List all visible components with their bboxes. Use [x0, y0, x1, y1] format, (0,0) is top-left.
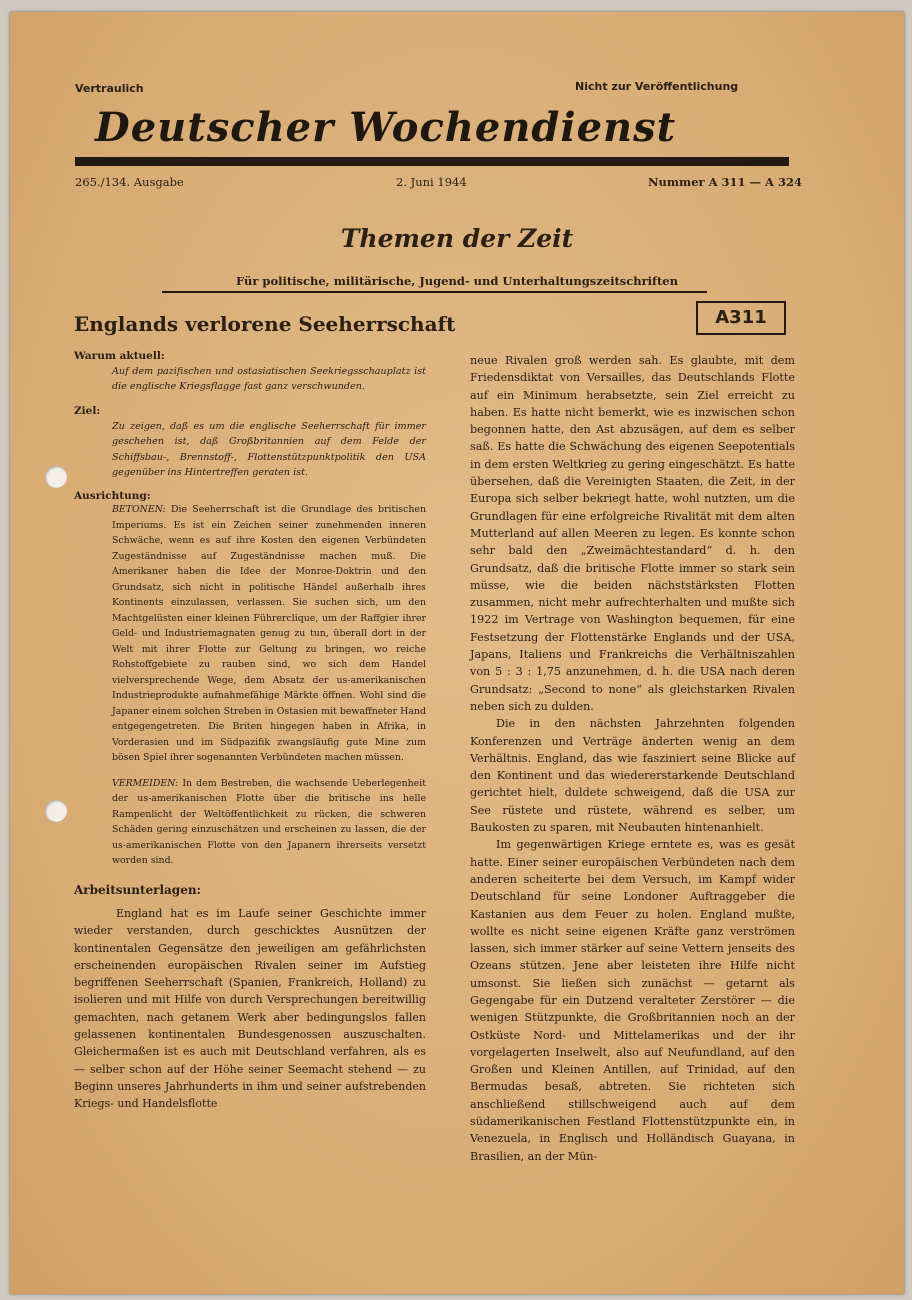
- issue-label: 265./134. Ausgabe: [75, 175, 184, 189]
- section-title: Themen der Zeit: [340, 224, 574, 253]
- right-paragraph-2: Die in den nächsten Jahrzehnten folgenden Konferenzen und Verträge änderten wenig an dem Verhältnis. England, das wie fasziniert seine Blicke auf den Kontinent und das wiedererstarkende Deutschland gerichtet hielt, duldete schweigend, daß die USA zur See rüstete und rüstete, während es selber, um Baukosten zu sparen, mit Neubauten hintenanhielt.: [470, 717, 795, 835]
- number-label: Nummer A 311 — A 324: [648, 175, 802, 189]
- confidential-label: Vertraulich: [75, 82, 144, 95]
- arbeit-heading: Arbeitsunterlagen:: [74, 882, 201, 897]
- punch-hole: [45, 800, 67, 822]
- right-paragraph-1: neue Rivalen groß werden sah. Es glaubte, mit dem Friedensdiktat von Versailles, das Deutschlands Flotte auf ein Minimum herabsetzte, sein Ziel erreicht zu haben. Es hatte nicht bemerkt, wie es inzwischen schon begonnen hatte, den Ast abzusägen, auf dem es selber saß. Es hatte die Schwächung des eigenen Seepotentials in dem ersten Weltkrieg zu gering eingeschätzt. Es hatte übersehen, daß die Vereinigten Staaten, die Zeit, in der Europa sich selber bekriegt hatte, wohl nutzten, um die Grundlagen für eine erfolgreiche Rivalität mit dem alten Mutterland auf allen Meeren zu legen. Es konnte schon sehr bald den „Zweimächtestandard“ d. h. den Grundsatz, daß die britische Flotte immer so stark sein müsse, wie die beiden nächststärksten Flotten zusammen, nicht mehr aufrechterhalten und mußte sich 1922 im Vertrage von Washington bequemen, für eine Festsetzung der Flottenstärke Englands und der USA, Japans, Italiens und Frankreichs die Verhältniszahlen von 5 : 3 : 1,75 anzunehmen, d. h. die USA nach deren Grundsatz: „Second to none“ als gleichstarken Rivalen neben sich zu dulden.: [470, 354, 795, 713]
- ausrichtung-heading: Ausrichtung:: [74, 490, 151, 503]
- punch-hole: [45, 466, 67, 488]
- masthead-rule: [75, 157, 789, 166]
- vermeiden-lead: VERMEIDEN:: [112, 777, 179, 789]
- arbeit-text: England hat es im Laufe seiner Geschichte immer wieder verstanden, durch geschicktes Ausnützen der kontinentalen Gegensätze den jeweiligen am gefährlichsten erscheinenden europäischen Rivalen seiner im Aufstieg begriffenen Seeherrschaft (Spanien, Frankreich, Holland) zu isolieren und mit Hilfe von durch Versprechungen bereitwillig gemachten, nach getanem Werk aber bedingungslos fallen gelassenen kontinentalen Bundesgenossen auszuschalten. Gleichermaßen ist es auch mit Deutschland verfahren, als es — selber schon auf der Höhe seiner Seemacht stehend — zu Beginn unseres Jahrhunderts in ihm und seiner aufstrebenden Kriegs- und Handelsflotte: [74, 906, 426, 1111]
- document-page: [10, 12, 904, 1294]
- section-subtitle: Für politische, militärische, Jugend- und Unterhaltungszeitschriften: [236, 274, 678, 288]
- betonen-lead: BETONEN:: [112, 504, 166, 516]
- article-title: Englands verlorene Seeherrschaft: [74, 312, 456, 336]
- not-for-publication-label: Nicht zur Veröffentlichung: [575, 80, 739, 93]
- left-column: [74, 350, 426, 1113]
- date-label: 2. Juni 1944: [396, 175, 467, 189]
- article-code: A311: [696, 301, 786, 335]
- vermeiden-text: In dem Bestreben, die wachsende Ueberlegenheit der us-amerikanischen Flotte über die britische ins helle Rampenlicht der Weltöffentlichkeit zu rücken, die schweren Schäden gering einzuschätzen und erscheinen zu lassen, die der us-amerikanischen Flotte von den Japanern ihrerseits versetzt worden sind.: [112, 777, 426, 867]
- ziel-text: Zu zeigen, daß es um die englische Seeherrschaft für immer geschehen ist, daß Großbritannien auf dem Felde der Schiffsbau-, Brennstoff-, Flottenstützpunktpolitik den USA gegenüber ins Hintertreffen geraten ist.: [112, 420, 426, 479]
- warum-text: Auf dem pazifischen und ostasiatischen Seekriegsschauplatz ist die englische Kriegsflagge fast ganz verschwunden.: [112, 366, 426, 393]
- warum-heading: Warum aktuell:: [74, 350, 165, 362]
- right-paragraph-3: Im gegenwärtigen Kriege erntete es, was es gesät hatte. Einer seiner europäischen Verbündeten nach dem anderen scheiterte bei dem Versuch, im Kampf wider Deutschland für seine Londoner Auftraggeber die Kastanien aus dem Feuer zu holen. England mußte, wollte es nicht seine eigenen Kräfte ganz verströmen lassen, sich immer stärker auf seine Vettern jenseits des Ozeans stützen. Jene aber leisteten ihre Hilfe nicht umsonst. Sie ließen sich zunächst — getarnt als Gegengabe für ein Dutzend veralteter Zerstörer — die wenigen Stützpunkte, die Großbritannien noch an der Ostküste Nord- und Mittelamerikas und der ihr vorgelagerten Inselwelt, also auf Neufundland, auf den Großen und Kleinen Antillen, auf Trinidad, auf den Bermudas besaß, abtreten. Sie richteten sich anschließend stillschweigend auch auf dem südamerikanischen Festland Flottenstützpunkte ein, in Venezuela, in Englisch und Holländisch Guayana, in Brasilien, an der Mün-: [470, 838, 795, 1163]
- masthead: Deutscher Wochendienst: [95, 104, 677, 151]
- right-column: [470, 352, 795, 1165]
- vermeiden-paragraph: [112, 776, 426, 869]
- subtitle-rule: [162, 291, 707, 293]
- betonen-paragraph: [112, 502, 426, 766]
- betonen-text: Die Seeherrschaft ist die Grundlage des britischen Imperiums. Es ist ein Zeichen seiner zunehmenden inneren Schwäche, wenn es auf ihre Kosten den eigenen Verbündeten Zugeständnisse auf Zugeständnisse machen muß. Die Amerikaner haben die Idee der Monroe-Doktrin und den Grundsatz, sich nicht in politische Händel außerhalb ihres Kontinents einzulassen, verlassen. Sie suchen sich, um den Machtgelüsten einer kleinen Führerclique, um der Raffgier ihrer Geld- und Industriemagnaten genug zu tun, überall dort in der Welt mit ihrer Flotte zur Geltung zu bringen, wo reiche Rohstoffgebiete zu rauben sind, wo sich dem Handel vielversprechende Wege, dem Absatz der us-amerikanischen Industrieprodukte aufnahmefähige Märkte öffnen. Wohl sind die Japaner einem solchen Streben in Ostasien mit bewaffneter Hand entgegengetreten. Die Briten hingegen haben in Afrika, in Vorderasien und im Südpazifik zwangsläufig gute Mine zum bösen Spiel ihrer sogenannten Verbündeten machen müssen.: [112, 504, 426, 764]
- ziel-heading: Ziel:: [74, 404, 101, 417]
